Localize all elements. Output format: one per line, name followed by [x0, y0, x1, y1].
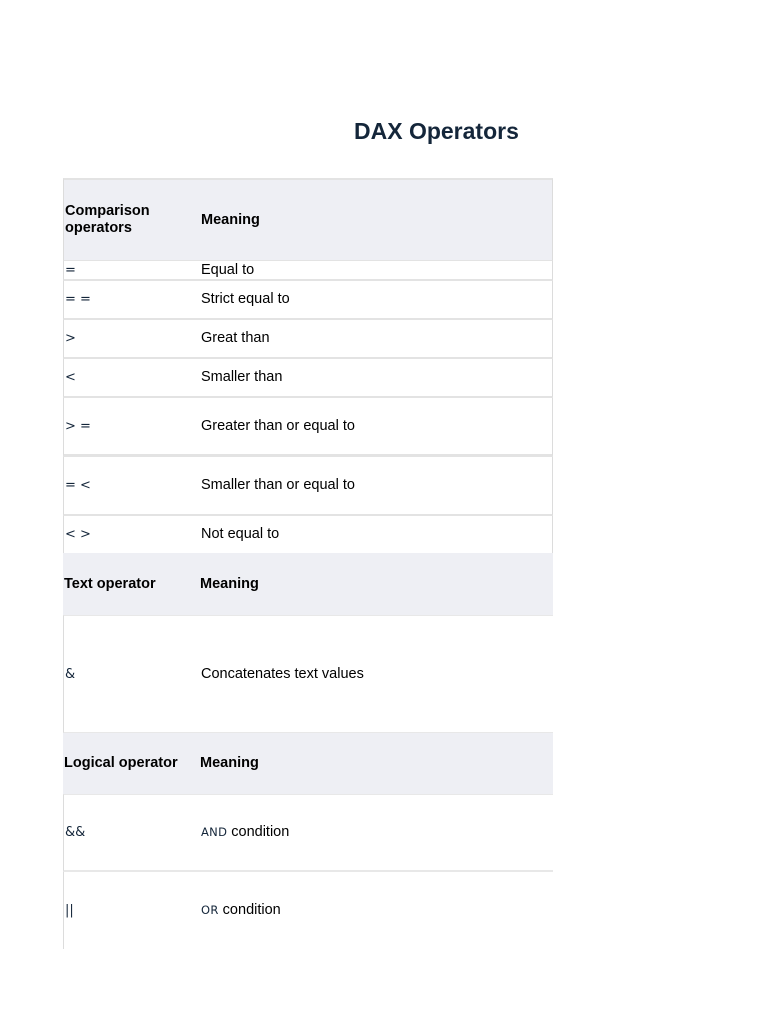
operator-cell: ||: [65, 903, 74, 918]
table-row: [63, 281, 553, 320]
page-title: DAX Operators: [354, 118, 519, 144]
meaning-cell: Strict equal to: [201, 291, 290, 307]
meaning-header: Meaning: [200, 575, 259, 592]
logical-operator-header-row: [63, 733, 553, 794]
operator-cell: = <: [65, 478, 91, 493]
meaning-cell: Great than: [201, 330, 270, 346]
text-operator-header-row: [63, 553, 553, 615]
meaning-text: condition: [218, 902, 281, 918]
table-row: [63, 615, 553, 733]
operators-table: [63, 178, 553, 949]
meaning-cell: Smaller than or equal to: [201, 477, 355, 493]
table-row: [63, 516, 553, 553]
operator-cell: =: [65, 262, 76, 278]
table-row: [63, 457, 553, 516]
table-row: [63, 398, 553, 457]
meaning-text: condition: [227, 824, 290, 840]
meaning-header: Meaning: [201, 211, 260, 228]
table-row: [63, 872, 553, 949]
meaning-header: Meaning: [200, 755, 259, 771]
or-keyword: OR: [201, 903, 219, 917]
table-row: [63, 320, 553, 359]
comparison-operators-header: Comparison operators: [65, 203, 150, 236]
operator-cell: = =: [65, 292, 91, 307]
meaning-cell: Equal to: [201, 261, 255, 278]
table-row: [63, 260, 553, 281]
comparison-header-row: [63, 178, 553, 260]
and-keyword: AND: [201, 825, 228, 839]
operator-cell: > =: [65, 418, 91, 434]
meaning-cell: Concatenates text values: [201, 665, 364, 682]
operator-cell: < >: [65, 527, 91, 542]
meaning-cell: Not equal to: [201, 526, 280, 542]
table-row: [63, 794, 553, 872]
operator-cell: &&: [65, 825, 86, 840]
table-row: [63, 359, 553, 398]
operator-cell: >: [65, 331, 76, 346]
logical-operator-header: Logical operator: [64, 755, 178, 771]
operator-cell: <: [65, 370, 76, 385]
operator-cell: &: [65, 666, 76, 682]
meaning-cell: [201, 824, 553, 841]
meaning-cell: [201, 902, 553, 919]
text-operator-header: Text operator: [64, 575, 156, 592]
meaning-cell: Greater than or equal to: [201, 417, 355, 434]
meaning-cell: Smaller than: [201, 369, 283, 385]
